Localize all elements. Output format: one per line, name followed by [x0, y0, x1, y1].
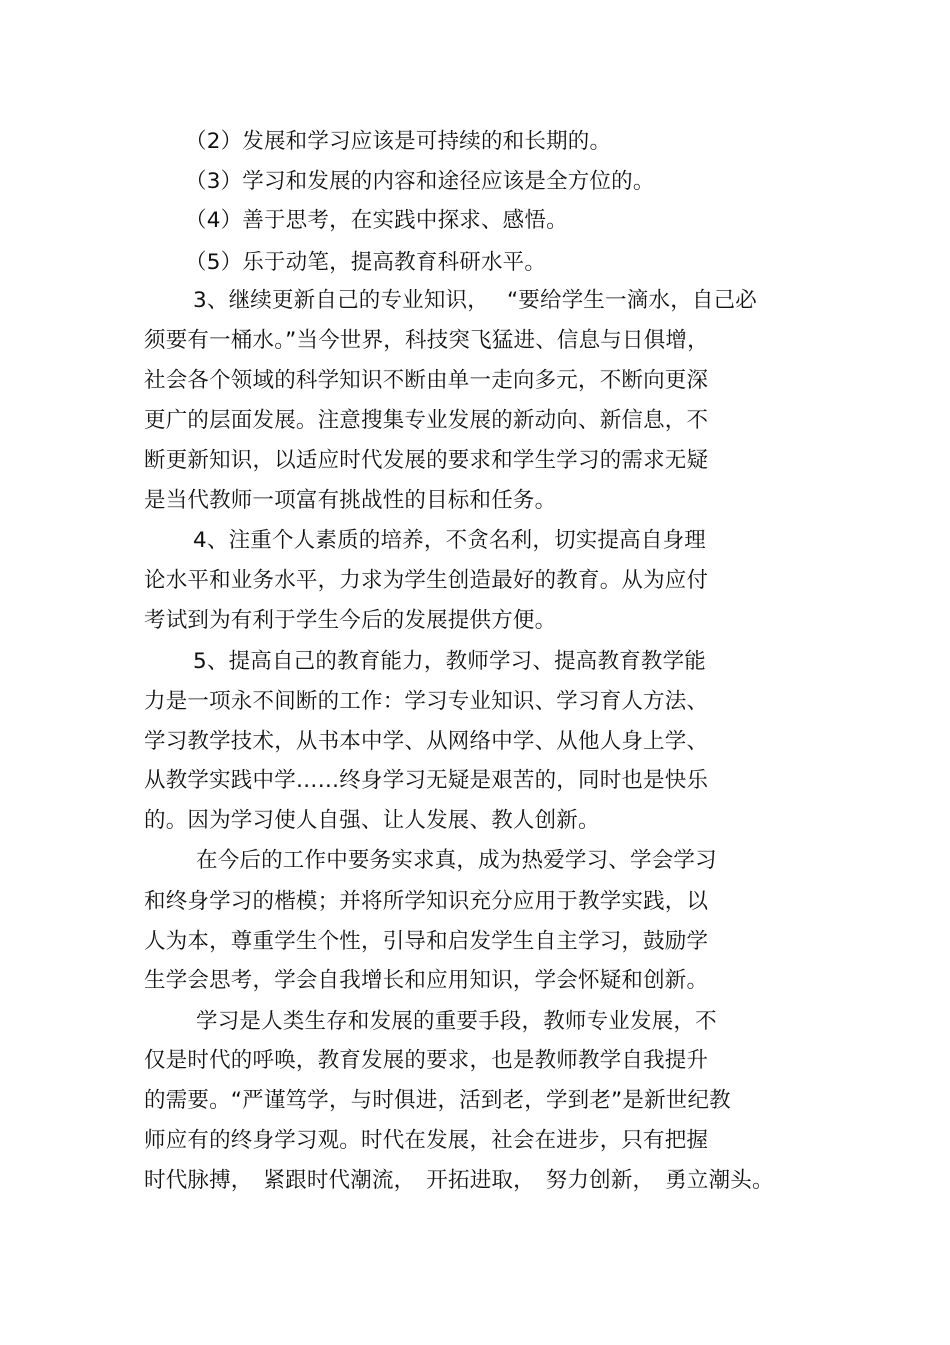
text-line: 的。因为学习使人自强、让人发展、教人创新。	[144, 808, 600, 833]
text-line: 在今后的工作中要务实求真，成为热爱学习、学会学习	[196, 848, 717, 873]
text-line: 的需要。“严谨笃学，与时俱进，活到老，学到老”是新世纪教	[144, 1088, 731, 1113]
text-line: 社会各个领域的科学知识不断由单一走向多元，不断向更深	[144, 368, 709, 393]
text-line: 3、继续更新自己的专业知识， “要给学生一滴水，自己必	[193, 288, 758, 313]
text-line: 和终身学习的楷模；并将所学知识充分应用于教学实践，以	[144, 889, 709, 914]
text-line: 是当代教师一项富有挑战性的目标和任务。	[144, 488, 557, 513]
text-line: 师应有的终身学习观。时代在发展，社会在进步，只有把握	[144, 1128, 709, 1153]
text-line: （3）学习和发展的内容和途径应该是全方位的。	[185, 169, 655, 194]
text-line: （5）乐于动笔，提高教育科研水平。	[185, 250, 547, 275]
text-line: 5、提高自己的教育能力，教师学习、提高教育教学能	[193, 649, 706, 674]
text-line: 生学会思考，学会自我增长和应用知识，学会怀疑和创新。	[144, 968, 709, 993]
text-line: （2）发展和学习应该是可持续的和长期的。	[185, 129, 612, 154]
text-line: 须要有一桶水。”当今世界，科技突飞猛进、信息与日俱增，	[144, 328, 709, 353]
text-line: （4）善于思考，在实践中探求、感悟。	[185, 208, 568, 233]
text-line: 学习是人类生存和发展的重要手段，教师专业发展，不	[196, 1009, 717, 1034]
text-line: 学习教学技术，从书本中学、从网络中学、从他人身上学、	[144, 729, 709, 754]
text-line: 仅是时代的呼唤，教育发展的要求，也是教师教学自我提升	[144, 1048, 709, 1073]
text-line: 从教学实践中学……终身学习无疑是艰苦的，同时也是快乐	[144, 768, 709, 793]
text-line: 论水平和业务水平，力求为学生创造最好的教育。从为应付	[144, 568, 709, 593]
text-line: 更广的层面发展。注意搜集专业发展的新动向、新信息，不	[144, 408, 709, 433]
text-line: 时代脉搏， 紧跟时代潮流， 开拓进取， 努力创新， 勇立潮头。	[144, 1168, 774, 1193]
text-line: 断更新知识，以适应时代发展的要求和学生学习的需求无疑	[144, 448, 709, 473]
text-line: 人为本，尊重学生个性，引导和启发学生自主学习，鼓励学	[144, 929, 709, 954]
text-line: 考试到为有利于学生今后的发展提供方便。	[144, 608, 557, 633]
text-line: 力是一项永不间断的工作：学习专业知识、学习育人方法、	[144, 689, 709, 714]
text-line: 4、注重个人素质的培养，不贪名利，切实提高自身理	[193, 528, 706, 553]
